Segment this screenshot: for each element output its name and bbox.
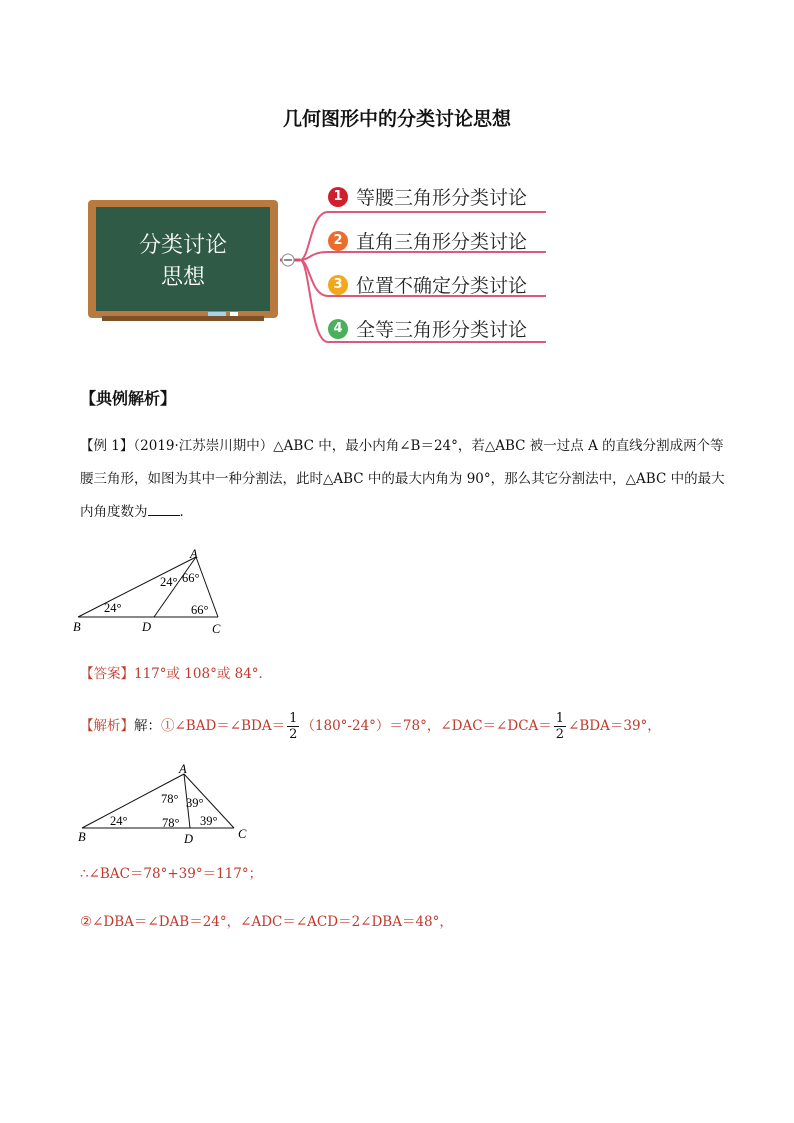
analysis-label: 【解析】 xyxy=(80,718,134,734)
fraction-half: $\frac{1}{2}$ xyxy=(555,711,565,742)
angle-bad: 24° xyxy=(160,575,178,589)
angle-dac: 66° xyxy=(182,571,200,585)
board-line-1: 分类讨论 xyxy=(138,233,227,258)
mindmap-item-2 xyxy=(328,227,527,254)
board-line-2: 思想 xyxy=(160,265,205,290)
figure-1 xyxy=(70,545,240,640)
number-badge: 4 xyxy=(328,319,348,339)
page-title: 几何图形中的分类讨论思想 xyxy=(282,108,511,130)
fraction-half: $\frac{1}{2}$ xyxy=(289,711,298,742)
conclusion-1: ∴∠BAC＝78°+39°＝117°； xyxy=(80,866,263,882)
vertex-a: A xyxy=(179,762,187,776)
answer-label: 【答案】 xyxy=(80,666,134,682)
section-heading: 【典例解析】 xyxy=(80,389,177,408)
mindmap-label: 全等三角形分类讨论 xyxy=(356,319,528,341)
problem-line-1: 【例 1】（2019·江苏崇川期中）△ABC 中，最小内角∠B＝24°，若△ABC 被一过点 A 的直线分割成两个等 xyxy=(80,438,724,454)
chalkboard xyxy=(88,200,278,322)
vertex-d: D xyxy=(184,832,194,846)
answer-blank xyxy=(148,501,180,516)
mindmap-item-4 xyxy=(328,315,527,342)
analysis-line: 【解析】解：①∠BAD＝∠BDA＝ $\frac{1}{2}$ （180°-24°）＝78°，∠DAC＝∠DCA＝ $\frac{1}{2}$ ∠BDA＝39°， xyxy=(80,711,661,742)
vertex-b: B xyxy=(73,620,81,634)
example-problem xyxy=(80,430,740,529)
angle-b: 24° xyxy=(104,601,122,615)
mindmap-item-3 xyxy=(328,271,527,298)
problem-line-2: 腰三角形，如图为其中一种分割法，此时△ABC 中的最大内角为 90°，那么其它分割法中，△ABC 中的最大 xyxy=(80,471,725,487)
mindmap-item-1 xyxy=(328,183,527,210)
figure-2 xyxy=(72,762,262,847)
mindmap-label: 直角三角形分类讨论 xyxy=(356,231,528,253)
angle-bad: 78° xyxy=(161,792,179,806)
answer-line xyxy=(80,658,740,691)
vertex-a: A xyxy=(190,547,198,561)
problem-line-3: 内角度数为 ． xyxy=(80,496,740,529)
mindmap-label: 等腰三角形分类讨论 xyxy=(356,187,528,209)
vertex-d: D xyxy=(142,620,152,634)
angle-b: 24° xyxy=(110,814,128,828)
vertex-b: B xyxy=(78,830,86,844)
vertex-c: C xyxy=(238,827,247,841)
mindmap-label: 位置不确定分类讨论 xyxy=(356,275,528,297)
answer-text: 117°或 108°或 84°． xyxy=(134,666,273,682)
analysis-part-2: ②∠DBA＝∠DAB＝24°，∠ADC＝∠ACD＝2∠DBA＝48°， xyxy=(80,914,453,930)
number-badge: 1 xyxy=(328,187,348,207)
angle-c: 39° xyxy=(200,814,218,828)
number-badge: 3 xyxy=(328,275,348,295)
angle-adb: 78° xyxy=(162,816,180,830)
angle-c: 66° xyxy=(191,603,209,617)
vertex-c: C xyxy=(212,622,221,636)
number-badge: 2 xyxy=(328,231,348,251)
angle-dac: 39° xyxy=(186,796,204,810)
